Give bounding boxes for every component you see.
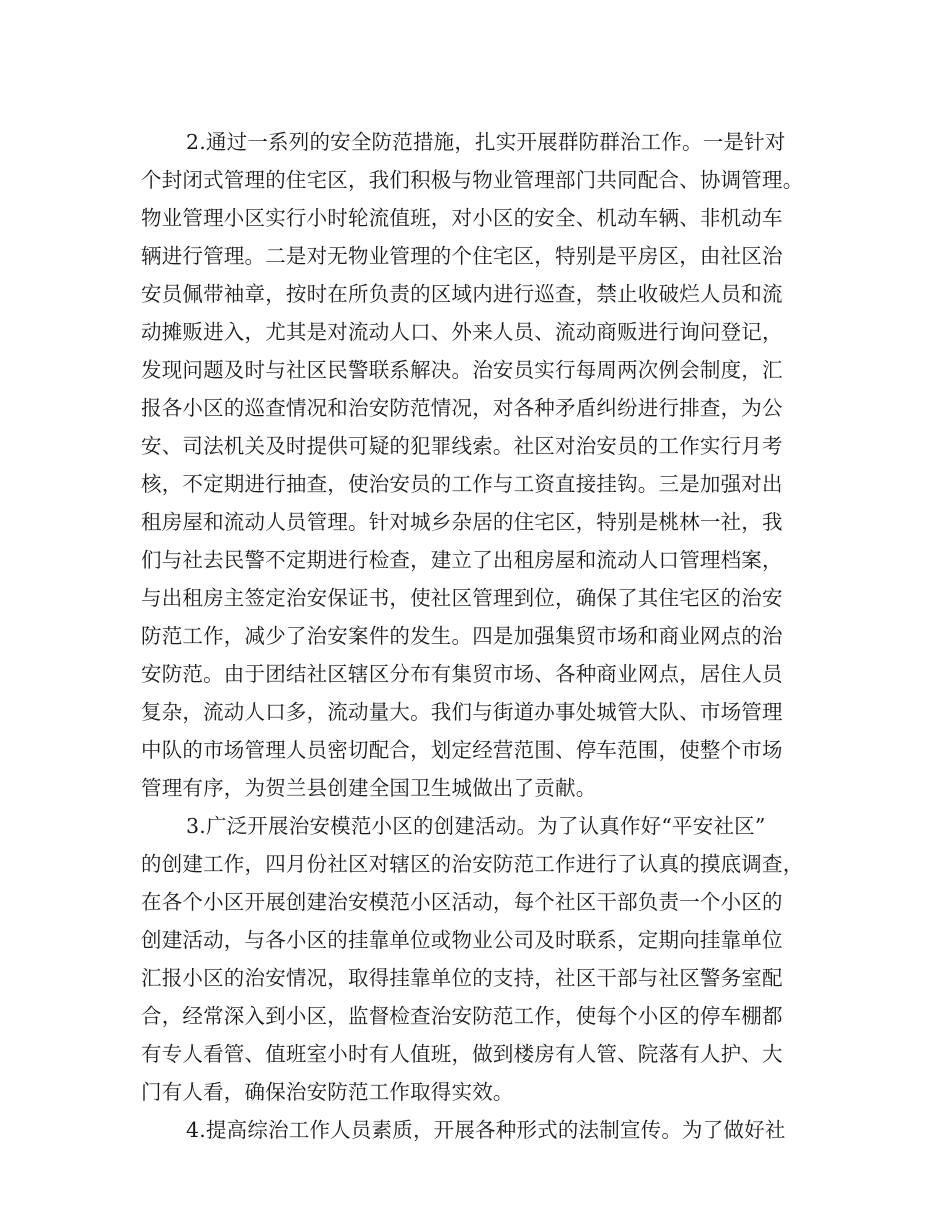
paragraph-2-line-5: 安员佩带袖章，按时在所负责的区域内进行巡查，禁止收破烂人员和流 — [141, 282, 783, 306]
paragraph-3-line-1: 3.广泛开展治安模范小区的创建活动。为了认真作好“平安社区” — [186, 814, 766, 838]
paragraph-2-line-12: 们与社去民警不定期进行检查，建立了出租房屋和流动人口管理档案， — [141, 548, 783, 572]
paragraph-2-line-15: 安防范。由于团结社区辖区分布有集贸市场、各种商业网点，居住人员 — [141, 662, 783, 686]
paragraph-2-line-4: 辆进行管理。二是对无物业管理的个住宅区，特别是平房区，由社区治 — [141, 244, 783, 268]
paragraph-2-line-10: 核，不定期进行抽查，使治安员的工作与工资直接挂钩。三是加强对出 — [141, 472, 783, 496]
paragraph-2-line-8: 报各小区的巡查情况和治安防范情况，对各种矛盾纠纷进行排查，为公 — [141, 396, 783, 420]
paragraph-2-line-13: 与出租房主签定治安保证书，使社区管理到位，确保了其住宅区的治安 — [141, 586, 783, 610]
paragraph-2-line-16: 复杂，流动人口多，流动量大。我们与街道办事处城管大队、市场管理 — [141, 700, 783, 724]
paragraph-2-line-11: 租房屋和流动人员管理。针对城乡杂居的住宅区，特别是桃林一社，我 — [141, 510, 783, 534]
paragraph-3-line-2: 的创建工作，四月份社区对辖区的治安防范工作进行了认真的摸底调查， — [141, 852, 804, 876]
paragraph-2-line-18: 管理有序，为贺兰县创建全国卫生城做出了贡献。 — [141, 776, 597, 800]
paragraph-2-line-3: 物业管理小区实行小时轮流值班，对小区的安全、机动车辆、非机动车 — [141, 206, 783, 230]
paragraph-3-line-3: 在各个小区开展创建治安模范小区活动，每个社区干部负责一个小区的 — [141, 890, 783, 914]
paragraph-2-line-6: 动摊贩进入，尤其是对流动人口、外来人员、流动商贩进行询问登记， — [141, 320, 783, 344]
paragraph-3-line-6: 合，经常深入到小区，监督检查治安防范工作，使每个小区的停车棚都 — [141, 1004, 783, 1028]
paragraph-2-line-1: 2.通过一系列的安全防范措施，扎实开展群防群治工作。一是针对 — [186, 130, 786, 154]
paragraph-3-line-5: 汇报小区的治安情况，取得挂靠单位的支持，社区干部与社区警务室配 — [141, 966, 783, 990]
paragraph-3-line-8: 门有人看，确保治安防范工作取得实效。 — [141, 1080, 514, 1104]
paragraph-3-line-7: 有专人看管、值班室小时有人值班，做到楼房有人管、院落有人护、大 — [141, 1042, 783, 1066]
paragraph-2-line-7: 发现问题及时与社区民警联系解决。治安员实行每周两次例会制度，汇 — [141, 358, 783, 382]
paragraph-2-line-2: 个封闭式管理的住宅区，我们积极与物业管理部门共同配合、协调管理。 — [141, 168, 804, 192]
paragraph-3-line-4: 创建活动，与各小区的挂靠单位或物业公司及时联系，定期向挂靠单位 — [141, 928, 783, 952]
paragraph-4-line-1: 4.提高综治工作人员素质，开展各种形式的法制宣传。为了做好社 — [186, 1118, 786, 1142]
paragraph-2-line-17: 中队的市场管理人员密切配合，划定经营范围、停车范围，使整个市场 — [141, 738, 783, 762]
paragraph-2-line-9: 安、司法机关及时提供可疑的犯罪线索。社区对治安员的工作实行月考 — [141, 434, 783, 458]
paragraph-2-line-14: 防范工作，减少了治安案件的发生。四是加强集贸市场和商业网点的治 — [141, 624, 783, 648]
